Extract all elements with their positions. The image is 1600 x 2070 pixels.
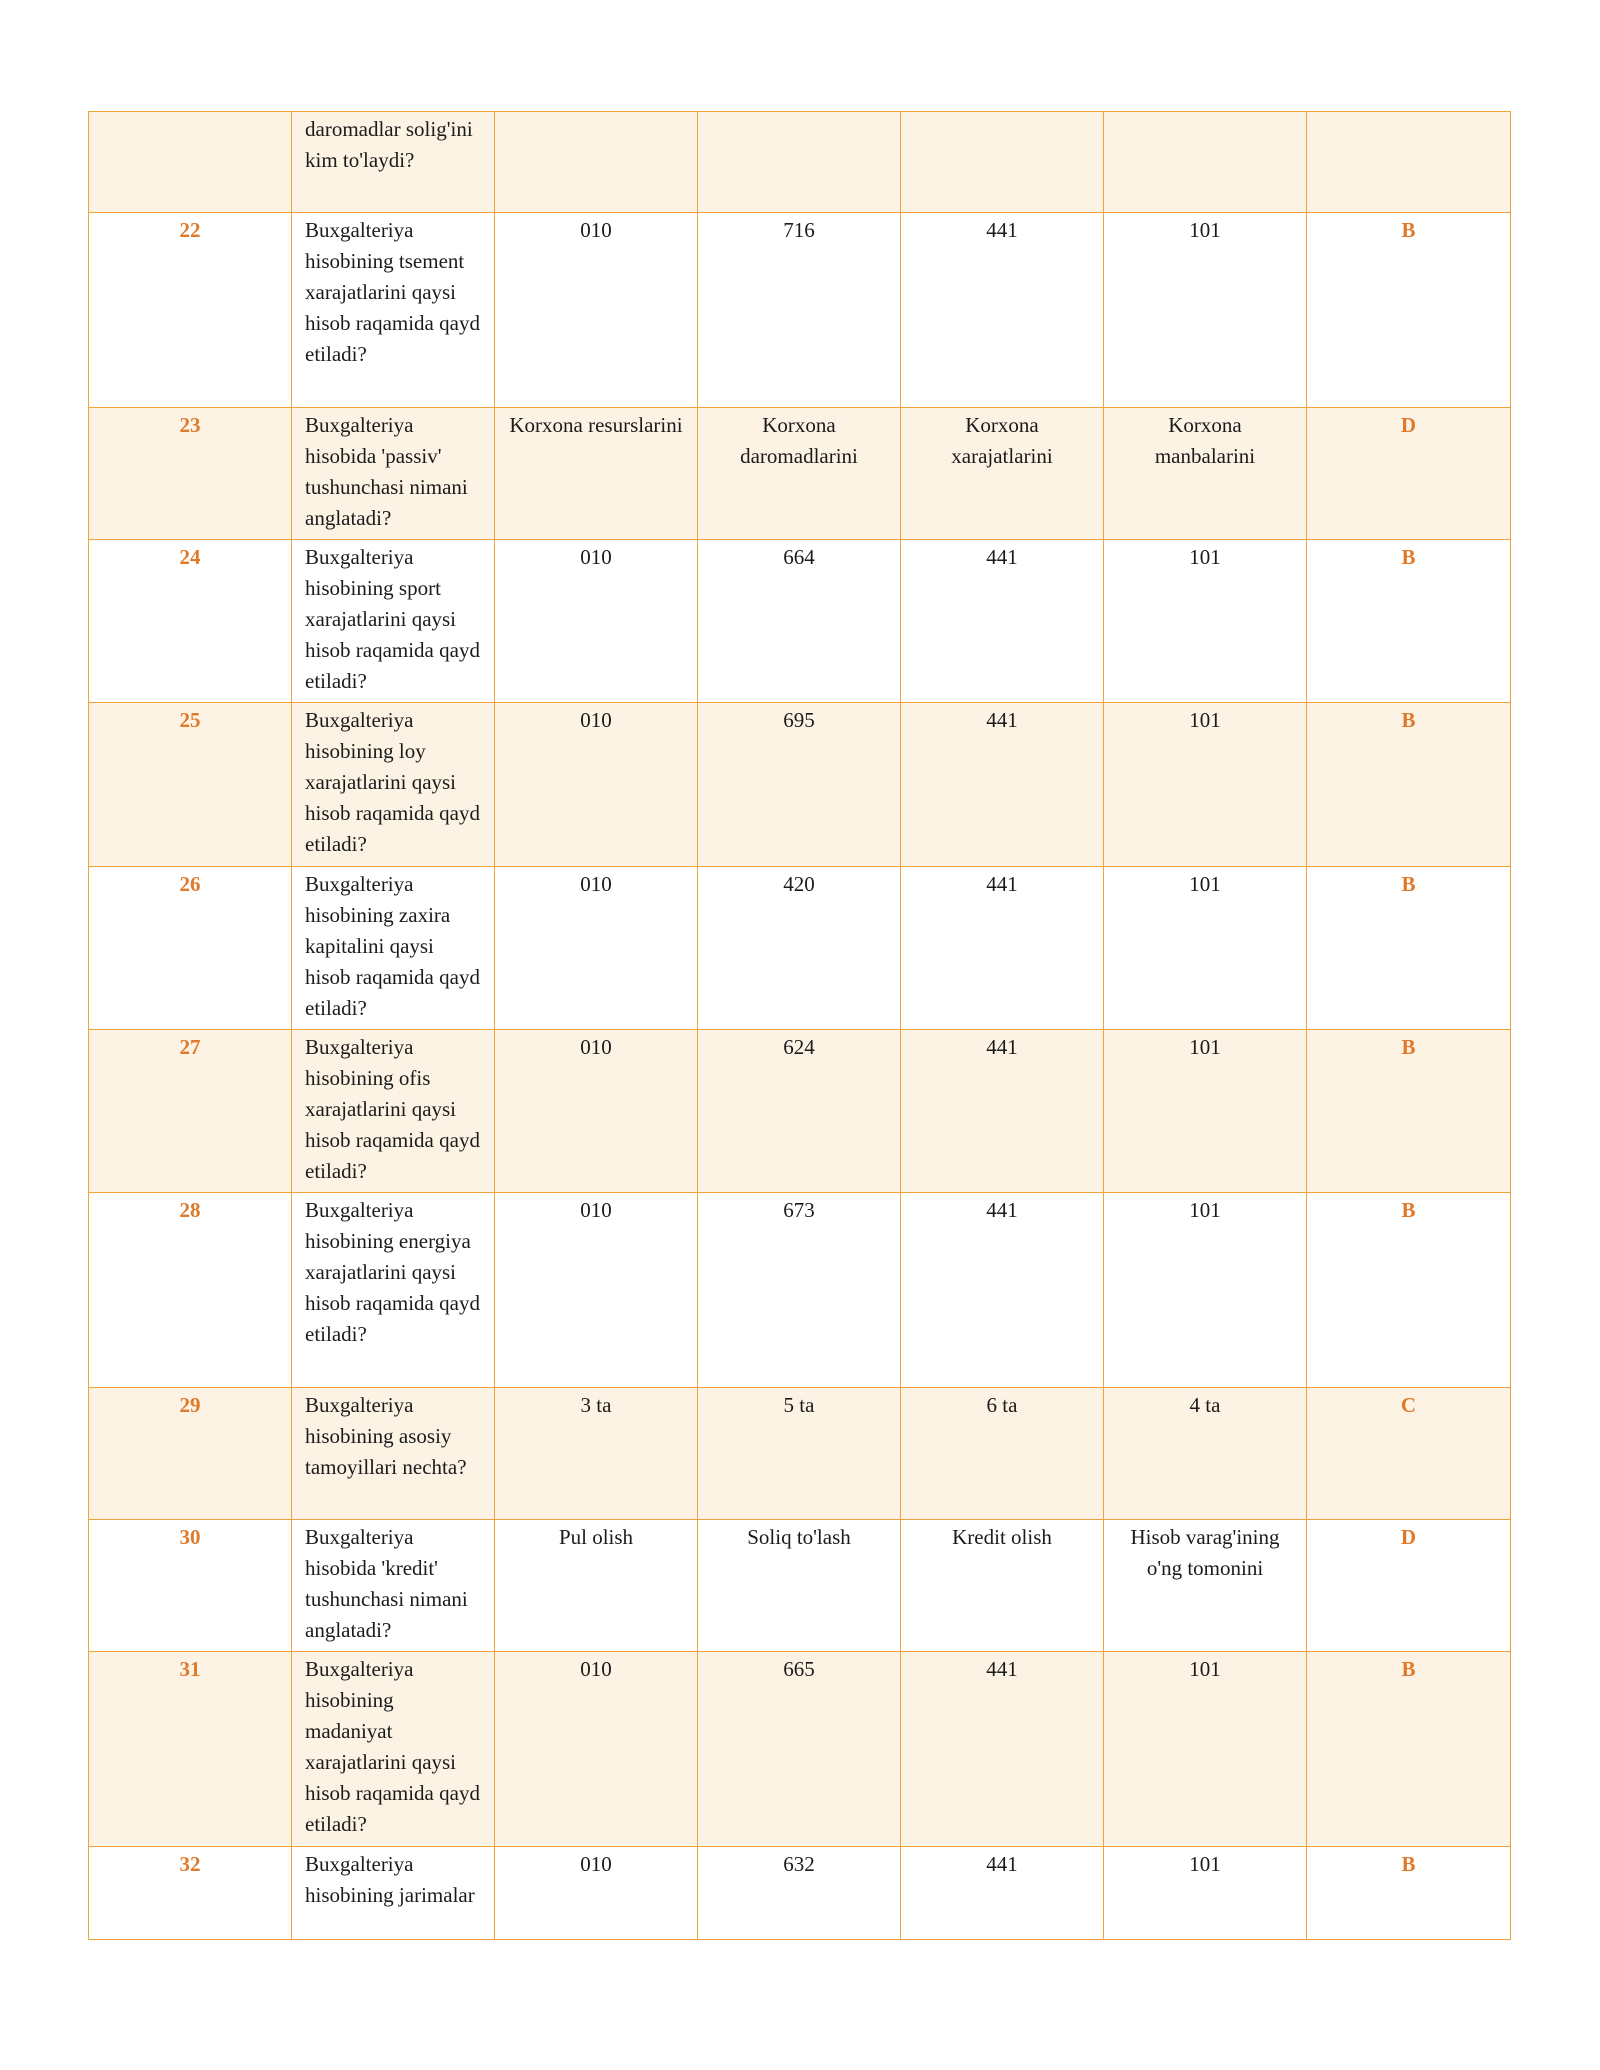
question-number: 27 xyxy=(89,1030,292,1193)
question-text: Buxgalteriya hisobining loy xarajatlarini qaysi hisob raqamida qayd etiladi? xyxy=(292,703,495,867)
option-a: 010 xyxy=(495,1030,698,1193)
option-a: 010 xyxy=(495,867,698,1030)
option-d: Korxona manbalarini xyxy=(1104,408,1307,540)
table-row xyxy=(89,1520,1511,1652)
question-number: 22 xyxy=(89,213,292,408)
question-text: Buxgalteriya hisobining asosiy tamoyillari nechta? xyxy=(292,1388,495,1520)
question-number: 32 xyxy=(89,1847,292,1940)
option-c: Korxona xarajatlarini xyxy=(901,408,1104,540)
question-number: 30 xyxy=(89,1520,292,1652)
option-c: 6 ta xyxy=(901,1388,1104,1520)
correct-answer: B xyxy=(1307,1847,1511,1940)
table-row xyxy=(89,1193,1511,1388)
option-a: 010 xyxy=(495,1193,698,1388)
question-text: Buxgalteriya hisobining jarimalar xyxy=(292,1847,495,1940)
option-c xyxy=(901,112,1104,213)
correct-answer: B xyxy=(1307,540,1511,703)
option-a xyxy=(495,112,698,213)
correct-answer: B xyxy=(1307,1652,1511,1847)
option-a: 010 xyxy=(495,540,698,703)
question-number: 23 xyxy=(89,408,292,540)
option-a: 010 xyxy=(495,213,698,408)
correct-answer: B xyxy=(1307,1193,1511,1388)
option-d: 101 xyxy=(1104,540,1307,703)
table-row xyxy=(89,408,1511,540)
quiz-table xyxy=(88,111,1511,1940)
option-c: 441 xyxy=(901,1847,1104,1940)
table-row xyxy=(89,1652,1511,1847)
question-number: 24 xyxy=(89,540,292,703)
table-row xyxy=(89,540,1511,703)
option-c: 441 xyxy=(901,1652,1104,1847)
correct-answer: C xyxy=(1307,1388,1511,1520)
question-number: 26 xyxy=(89,867,292,1030)
option-d: 101 xyxy=(1104,1193,1307,1388)
option-b: Korxona daromadlarini xyxy=(698,408,901,540)
option-d: 101 xyxy=(1104,1847,1307,1940)
question-text: Buxgalteriya hisobining tsement xarajatlarini qaysi hisob raqamida qayd etiladi? xyxy=(292,213,495,408)
option-b: 716 xyxy=(698,213,901,408)
option-d: Hisob varag'ining o'ng tomonini xyxy=(1104,1520,1307,1652)
option-b: 673 xyxy=(698,1193,901,1388)
option-c: 441 xyxy=(901,867,1104,1030)
option-a: Korxona resurslarini xyxy=(495,408,698,540)
option-d: 4 ta xyxy=(1104,1388,1307,1520)
option-b xyxy=(698,112,901,213)
question-text: Buxgalteriya hisobining energiya xarajatlarini qaysi hisob raqamida qayd etiladi? xyxy=(292,1193,495,1388)
option-b: 5 ta xyxy=(698,1388,901,1520)
option-a: 010 xyxy=(495,1652,698,1847)
table-row xyxy=(89,1847,1511,1940)
correct-answer xyxy=(1307,112,1511,213)
question-text: Buxgalteriya hisobining ofis xarajatlarini qaysi hisob raqamida qayd etiladi? xyxy=(292,1030,495,1193)
question-text: Buxgalteriya hisobining sport xarajatlarini qaysi hisob raqamida qayd etiladi? xyxy=(292,540,495,703)
question-text: daromadlar solig'ini kim to'laydi? xyxy=(292,112,495,213)
table-row xyxy=(89,1388,1511,1520)
option-d: 101 xyxy=(1104,703,1307,867)
option-d xyxy=(1104,112,1307,213)
correct-answer: B xyxy=(1307,867,1511,1030)
question-number xyxy=(89,112,292,213)
option-b: 624 xyxy=(698,1030,901,1193)
correct-answer: D xyxy=(1307,408,1511,540)
option-d: 101 xyxy=(1104,1030,1307,1193)
correct-answer: D xyxy=(1307,1520,1511,1652)
table-row xyxy=(89,867,1511,1030)
option-d: 101 xyxy=(1104,1652,1307,1847)
option-b: 632 xyxy=(698,1847,901,1940)
table-row xyxy=(89,1030,1511,1193)
option-b: 664 xyxy=(698,540,901,703)
option-d: 101 xyxy=(1104,213,1307,408)
option-c: 441 xyxy=(901,540,1104,703)
option-a: 010 xyxy=(495,703,698,867)
question-number: 31 xyxy=(89,1652,292,1847)
option-a: 3 ta xyxy=(495,1388,698,1520)
option-c: Kredit olish xyxy=(901,1520,1104,1652)
correct-answer: B xyxy=(1307,1030,1511,1193)
option-c: 441 xyxy=(901,1030,1104,1193)
question-text: Buxgalteriya hisobida 'passiv' tushunchasi nimani anglatadi? xyxy=(292,408,495,540)
option-c: 441 xyxy=(901,703,1104,867)
question-text: Buxgalteriya hisobining madaniyat xarajatlarini qaysi hisob raqamida qayd etiladi? xyxy=(292,1652,495,1847)
option-a: 010 xyxy=(495,1847,698,1940)
option-b: 665 xyxy=(698,1652,901,1847)
option-d: 101 xyxy=(1104,867,1307,1030)
table-row xyxy=(89,703,1511,867)
option-b: 695 xyxy=(698,703,901,867)
option-b: Soliq to'lash xyxy=(698,1520,901,1652)
document-page xyxy=(88,111,1510,1940)
question-number: 29 xyxy=(89,1388,292,1520)
correct-answer: B xyxy=(1307,213,1511,408)
option-c: 441 xyxy=(901,1193,1104,1388)
option-b: 420 xyxy=(698,867,901,1030)
table-row xyxy=(89,213,1511,408)
question-text: Buxgalteriya hisobining zaxira kapitalini qaysi hisob raqamida qayd etiladi? xyxy=(292,867,495,1030)
question-number: 28 xyxy=(89,1193,292,1388)
question-number: 25 xyxy=(89,703,292,867)
option-a: Pul olish xyxy=(495,1520,698,1652)
table-row xyxy=(89,112,1511,213)
correct-answer: B xyxy=(1307,703,1511,867)
question-text: Buxgalteriya hisobida 'kredit' tushunchasi nimani anglatadi? xyxy=(292,1520,495,1652)
option-c: 441 xyxy=(901,213,1104,408)
